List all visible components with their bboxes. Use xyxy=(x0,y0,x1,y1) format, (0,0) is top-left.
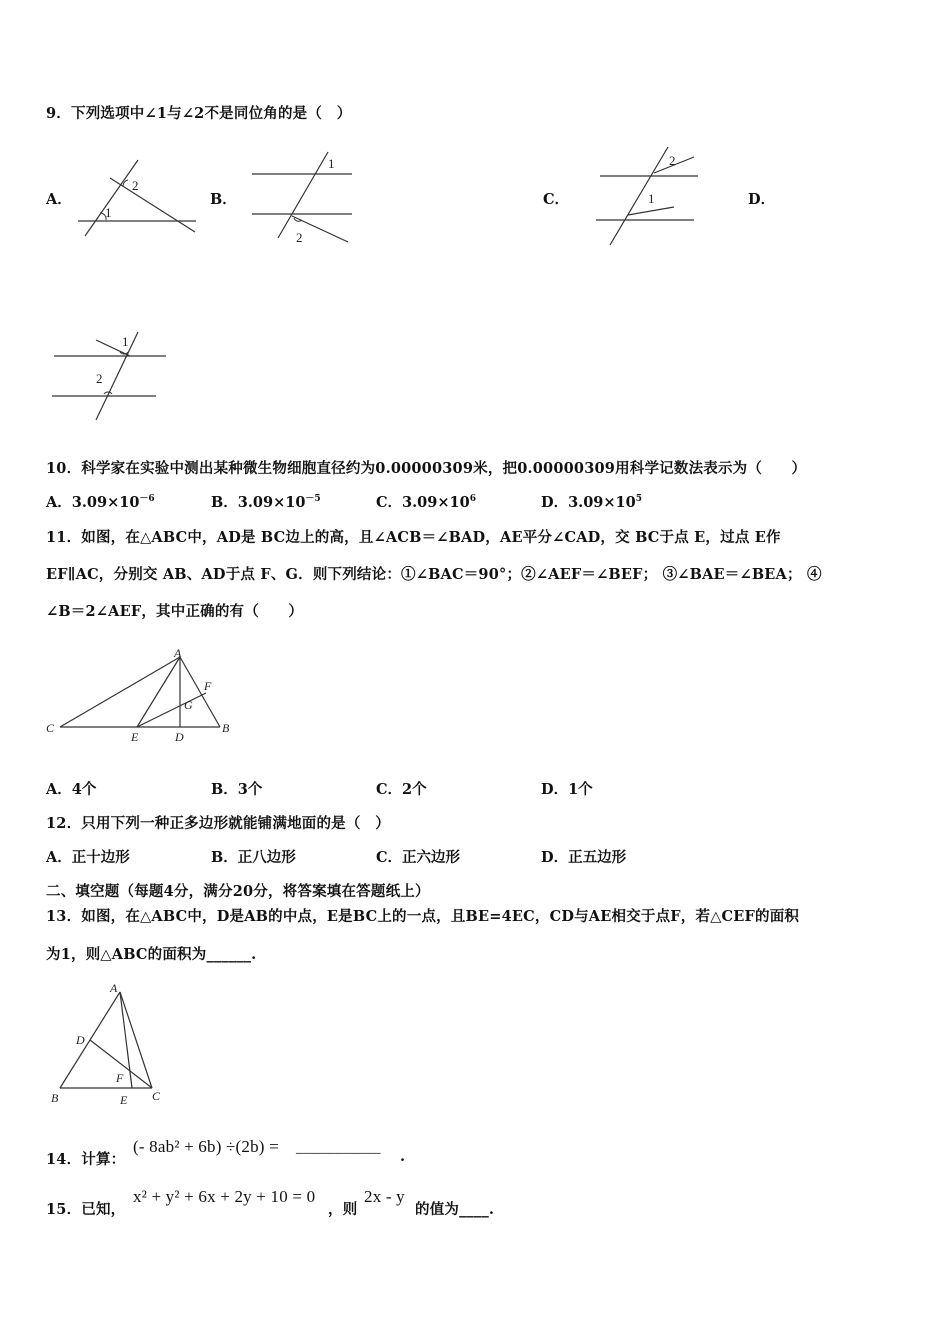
q9-c-label-1: 1 xyxy=(648,191,655,206)
q10-stem: 10．科学家在实验中测出某种微生物细胞直径约为0.00000309米，把0.00000309用科学记数法表示为（ ） xyxy=(46,460,807,477)
q11-label-c: C xyxy=(46,721,55,735)
q11-label-a: A xyxy=(174,646,182,660)
q13-label-b: B xyxy=(51,1091,59,1105)
q9-d-label-1: 1 xyxy=(122,334,129,349)
q9-a-slant-line xyxy=(110,178,195,232)
q14-suffix: . xyxy=(400,1148,406,1165)
q9-a-label-1: 1 xyxy=(105,205,112,220)
q12-stem: 12．只用下列一种正多边形就能铺满地面的是（ ） xyxy=(46,815,390,832)
q11-stem-line2: EF∥AC，分别交 AB、AD于点 F、G．则下列结论：①∠BAC＝90°；②∠AEF＝∠BEF； ③∠BAE＝∠BEA； ④ xyxy=(46,566,822,583)
q11-label-b: B xyxy=(222,721,230,735)
q15-suffix: 的值为____. xyxy=(415,1201,495,1218)
q12-option-d: D．正五边形 xyxy=(541,849,627,866)
q11-side-ca xyxy=(60,657,180,727)
q9-a-transversal xyxy=(85,160,138,236)
q9-figure-a xyxy=(70,160,205,240)
q9-figure-d xyxy=(48,330,172,422)
section2-title: 二、填空题（每题4分，满分20分，将答案填在答题纸上） xyxy=(46,883,430,900)
q10-option-a: A．$3.09\times 10^{-6}$ xyxy=(46,494,155,511)
q13-side-ac xyxy=(120,992,152,1088)
q11-option-d: D．1个 xyxy=(541,781,593,798)
q11-label-d: D xyxy=(175,730,184,744)
q14-expression: (- 8ab² + 6b) ÷(2b) = xyxy=(133,1137,279,1156)
q11-label-g: G xyxy=(184,698,193,712)
q11-side-ab xyxy=(180,657,220,727)
q13-label-c: C xyxy=(152,1089,161,1103)
q9-d-label-2: 2 xyxy=(96,371,103,386)
q9-c-slant-bottom xyxy=(628,207,674,215)
q13-stem-line1: 13．如图，在△ABC中，D是AB的中点，E是BC上的一点，且BE=4EC，CD与AE相交于点F，若△CEF的面积 xyxy=(46,908,800,925)
q13-label-d: D xyxy=(76,1033,85,1047)
q11-stem-line1: 11．如图，在△ABC中，AD是 BC边上的高，且∠ACB＝∠BAD，AE平分∠CAD，交 BC于点 E，过点 E作 xyxy=(46,529,781,546)
q9-stem: 9．下列选项中∠1与∠2不是同位角的是（ ） xyxy=(46,105,352,122)
q12-option-b: B．正八边形 xyxy=(211,849,296,866)
q11-stem-line3: ∠B＝2∠AEF，其中正确的有（ ） xyxy=(46,603,304,620)
q9-option-d-label: D． xyxy=(748,191,776,208)
q13-stem-line2: 为1，则△ABC的面积为______. xyxy=(46,946,257,963)
q11-option-b: B．3个 xyxy=(211,781,263,798)
q9-option-a-label: A． xyxy=(46,191,72,208)
q11-option-a: A．4个 xyxy=(46,781,97,798)
q11-label-f: F xyxy=(204,679,212,693)
q12-option-c: C．正六边形 xyxy=(376,849,461,866)
q13-label-a: A xyxy=(110,981,118,995)
q11-option-c: C．2个 xyxy=(376,781,427,798)
q15-mid: ，则 xyxy=(328,1201,358,1218)
q15-expression: x² + y² + 6x + 2y + 10 = 0 xyxy=(133,1187,316,1206)
q14-blank: ___________ xyxy=(296,1140,381,1156)
q9-b-label-2: 2 xyxy=(296,230,303,245)
q10-option-c: C．$3.09\times 10^6$ xyxy=(376,494,476,511)
q12-option-a: A．正十边形 xyxy=(46,849,130,866)
q13-figure xyxy=(46,978,176,1108)
q14-prefix: 14．计算： xyxy=(46,1151,126,1168)
q10-option-d: D．$3.09\times 10^5$ xyxy=(541,494,642,511)
q11-figure xyxy=(44,645,244,745)
q9-c-label-2: 2 xyxy=(669,153,676,168)
q9-figure-b xyxy=(248,150,358,248)
q11-label-e: E xyxy=(131,730,139,744)
q10-option-b: B．$3.09\times 10^{-5}$ xyxy=(211,494,321,511)
q13-label-e: E xyxy=(120,1093,128,1107)
q15-prefix: 15．已知， xyxy=(46,1201,126,1218)
q9-figure-c xyxy=(592,145,704,247)
q9-a-label-2: 2 xyxy=(132,178,139,193)
q9-b-transversal xyxy=(278,152,328,238)
q9-b-label-1: 1 xyxy=(328,156,335,171)
q15-expression-2: 2x - y xyxy=(364,1187,405,1206)
q9-option-c-label: C． xyxy=(543,191,570,208)
q13-label-f: F xyxy=(116,1071,124,1085)
q9-c-transversal xyxy=(610,147,668,245)
q9-option-b-label: B． xyxy=(210,191,237,208)
